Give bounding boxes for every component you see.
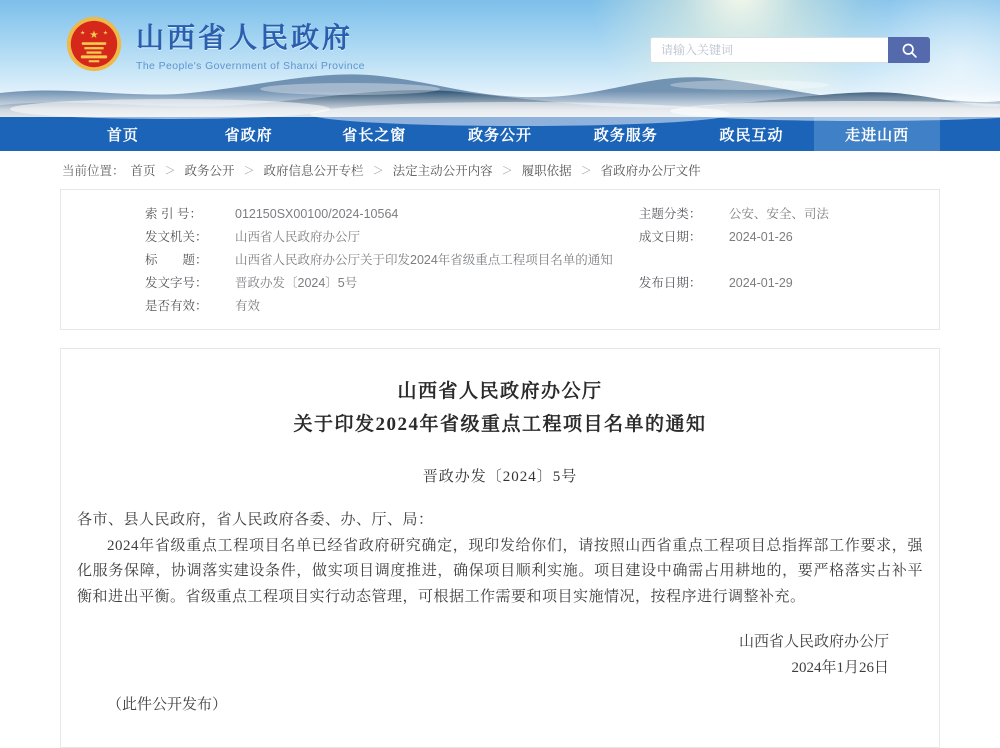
meta-value: 2024-01-26 [728,230,793,244]
meta-value: 有效 [235,299,261,313]
meta-value: 晋政办发〔2024〕5号 [235,276,358,290]
breadcrumb-separator: ＞ [501,165,513,177]
search-button[interactable] [888,37,930,63]
meta-row-issuing-agency [145,226,613,249]
meta-value: 2024-01-29 [728,276,793,290]
fog-overlay [0,91,1000,117]
nav-item-gov-services[interactable]: 政务服务 [593,126,658,144]
nav-item-governor-window[interactable]: 省长之窗 [342,126,407,144]
site-logo-link[interactable] [66,16,365,72]
nav-item-public-interaction[interactable]: 政民互动 [719,126,784,144]
svg-text:★: ★ [80,30,86,37]
meta-row-index-number [145,203,613,226]
breadcrumb-link-office-documents[interactable]: 省政府办公厅文件 [600,164,701,178]
meta-label: 标 题： [145,253,208,267]
meta-label: 发布日期： [638,276,702,290]
meta-row-topic-category [639,203,939,226]
site-header [0,0,1000,117]
svg-text:★: ★ [89,28,99,41]
breadcrumb-link-duty-basis[interactable]: 履职依据 [521,164,572,178]
document-paragraph: 2024年省级重点工程项目名单已经省政府研究确定，现印发给你们，请按照山西省重点工程项目总指挥部工作要求，强化服务保障，协调落实建设条件，做实项目调度推进，确保项目顺利实施。项目建设中确需占用耕地的，要严格落实占补平衡和进出平衡。省级重点工程项目实行动态管理，可根据工作需要和项目实施情况，按程序进行调整补充。 [77,537,923,605]
document-public-release-note: （此件公开发布） [107,697,228,713]
meta-label: 主题分类： [638,207,702,221]
meta-label: 发文字号： [145,276,208,290]
meta-label: 索 引 号： [145,207,202,221]
nav-item-into-shanxi[interactable]: 走进山西 [814,117,940,151]
svg-text:★: ★ [102,30,108,37]
metadata-right-column [613,203,939,318]
meta-value: 012150SX00100/2024-10564 [235,207,399,221]
document-body [77,508,923,610]
breadcrumb-separator: ＞ [580,165,592,177]
meta-row-doc-number [145,272,613,295]
nav-item-home[interactable]: 首页 [106,126,139,144]
site-title: 山西省人民政府 [136,22,354,53]
document-sign-date: 2024年1月26日 [791,659,889,676]
breadcrumb-separator: ＞ [164,165,176,177]
breadcrumb-separator: ＞ [372,165,384,177]
breadcrumb-link-statutory-content[interactable]: 法定主动公开内容 [392,164,493,178]
meta-label: 成文日期： [638,230,702,244]
document-title-line1: 山西省人民政府办公厅 [397,381,603,402]
document-metadata-panel [60,189,940,330]
site-subtitle: The People's Government of Shanxi Province [136,60,365,72]
nav-item-gov-affairs-disclosure[interactable]: 政务公开 [468,126,533,144]
document-content [60,348,940,748]
meta-row-validity [145,295,613,318]
search-icon [901,42,918,59]
meta-label: 是否有效： [145,299,208,313]
meta-value: 山西省人民政府办公厅 [235,230,361,244]
breadcrumb-link-home[interactable]: 首页 [130,164,156,178]
national-emblem-icon [66,16,122,72]
nav-item-provincial-government[interactable]: 省政府 [224,126,273,144]
metadata-left-column [61,203,613,318]
meta-row-publish-date [639,272,939,295]
meta-value: 山西省人民政府办公厅关于印发2024年省级重点工程项目名单的通知 [235,253,613,267]
search-bar [650,37,930,63]
meta-row-written-date [639,226,939,249]
search-input[interactable] [650,37,888,63]
document-number: 晋政办发〔2024〕5号 [422,469,578,485]
breadcrumb-separator: ＞ [243,165,255,177]
document-signature-block [77,630,923,681]
document-signer: 山西省人民政府办公厅 [738,634,889,650]
meta-value: 公安、安全、司法 [728,207,829,221]
meta-row-title [145,249,613,272]
breadcrumb-label: 当前位置： [62,164,125,178]
meta-label: 发文机关： [145,230,208,244]
breadcrumb-link-info-disclosure-column[interactable]: 政府信息公开专栏 [263,164,364,178]
document-salutation: 各市、县人民政府，省人民政府各委、办、厅、局： [77,512,434,528]
meta-row-spacer [639,249,939,272]
breadcrumb-link-gov-disclosure[interactable]: 政务公开 [184,164,235,178]
breadcrumb [0,151,1000,189]
document-title-line2: 关于印发2024年省级重点工程项目名单的通知 [293,414,707,435]
